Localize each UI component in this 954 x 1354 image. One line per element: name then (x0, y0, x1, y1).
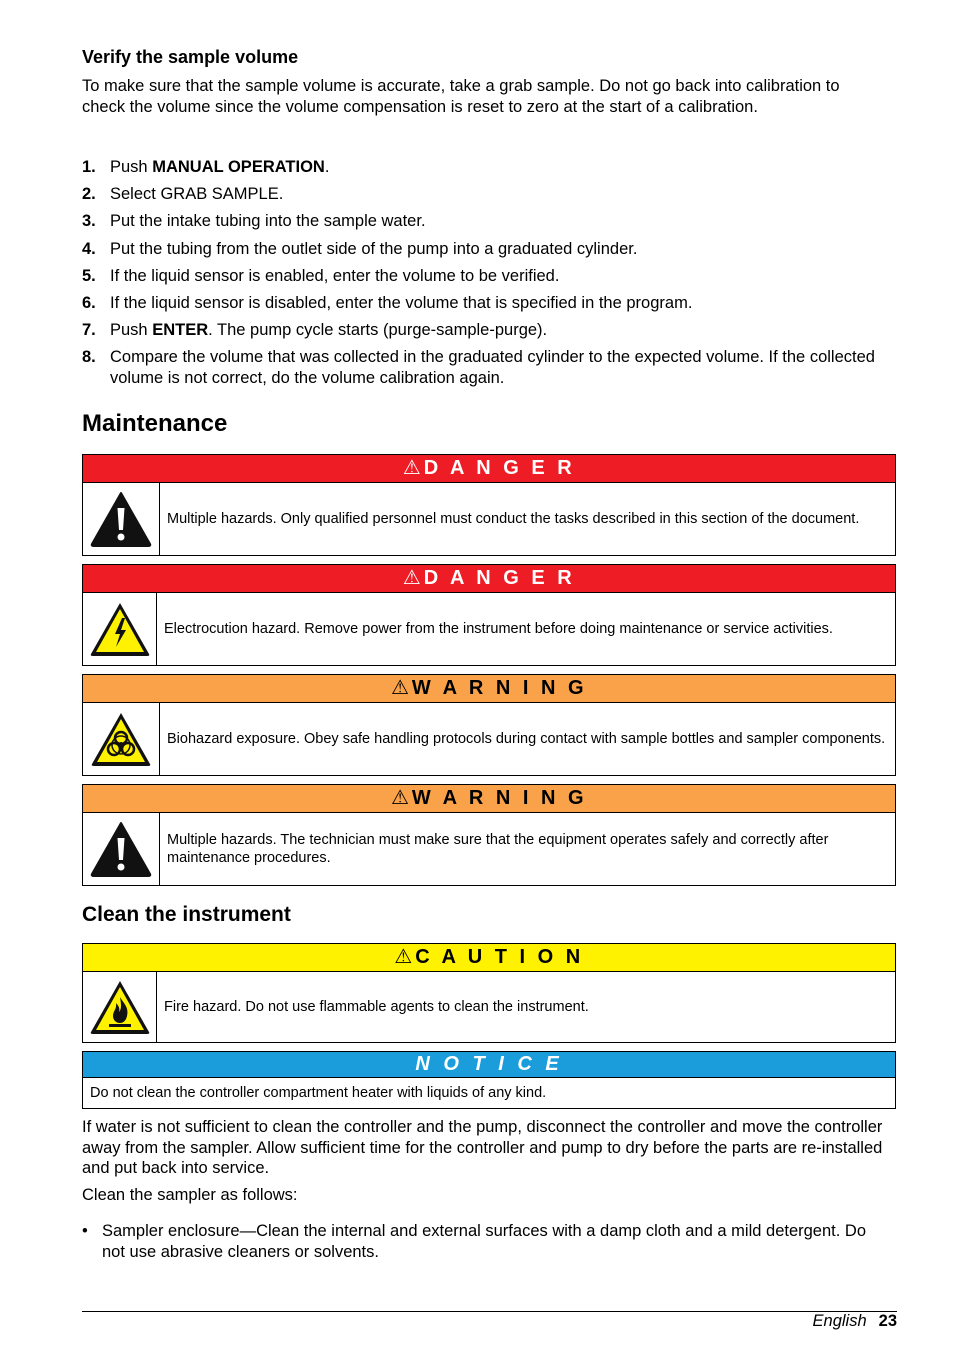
step-item: 6. If the liquid sensor is disabled, enter the volume that is specified in the program. (82, 293, 693, 312)
hazard-text: Electrocution hazard. Remove power from the instrument before doing maintenance or service activities. (164, 621, 833, 637)
clean-intro: Clean the sampler as follows: (82, 1186, 298, 1204)
step-item: 4. Put the tubing from the outlet side of the pump into a graduated cylinder. (82, 239, 638, 258)
footer-divider (82, 1311, 897, 1312)
step-item: 2. Select GRAB SAMPLE. (82, 185, 284, 204)
step-item: 7. Push ENTER. The pump cycle starts (purge-sample-purge). (82, 321, 548, 340)
danger-box: ⚠ D A N G E R Multiple hazards. Only qualified personnel must conduct the tasks described in this section of the document. (82, 454, 896, 556)
electrocution-icon (89, 601, 151, 657)
warning-triangle-icon: ⚠ (394, 946, 413, 968)
fire-icon (89, 979, 151, 1035)
step-item: 1. Push MANUAL OPERATION. (82, 158, 330, 176)
warning-triangle-icon: ⚠ (390, 787, 409, 809)
exclamation-icon (90, 491, 152, 547)
hazard-text: Multiple hazards. Only qualified personnel must conduct the tasks described in this section of the document. (167, 511, 860, 527)
hazard-text: Multiple hazards. The technician must make sure that the equipment operates safely and correctly after maintenance procedures. (167, 832, 829, 866)
clean-bullet-list (82, 1221, 872, 1262)
footer-language: English (812, 1312, 867, 1330)
danger-box: ⚠ D A N G E R Electrocution hazard. Remove power from the instrument before doing maintenance or service activities. (82, 564, 896, 666)
hazard-text: Biohazard exposure. Obey safe handling protocols during contact with sample bottles and sampler components. (167, 731, 886, 747)
clean-paragraph: If water is not sufficient to clean the controller and the pump, disconnect the controller and move the controller away from the sampler. Allow sufficient time for the controller and pump to dry before the parts are re-installed and put back into service. (82, 1118, 883, 1177)
biohazard-icon (90, 711, 152, 767)
notice-box: N O T I C E Do not clean the controller compartment heater with liquids of any kind. (82, 1051, 896, 1109)
step-item: 3. Put the intake tubing into the sample water. (82, 212, 426, 231)
warning-triangle-icon: ⚠ (402, 567, 421, 589)
section-heading-verify: Verify the sample volume (82, 47, 299, 67)
exclamation-icon (90, 821, 152, 877)
warning-box: ⚠ W A R N I N G Multiple hazards. The technician must make sure that the equipment operates safely and correctly after maintenance procedures. (82, 784, 896, 886)
section-heading-maintenance: Maintenance (82, 410, 228, 437)
page-number: 23 (878, 1312, 897, 1330)
warning-triangle-icon: ⚠ (390, 677, 409, 699)
hazard-text: Fire hazard. Do not use flammable agents to clean the instrument. (164, 999, 589, 1015)
intro-paragraph: To make sure that the sample volume is accurate, take a grab sample. Do not go back into calibration to check the volume since the volume compensation is reset to zero at the start of a calibration. (82, 77, 840, 116)
list-item: • Sampler enclosure—Clean the internal and external surfaces with a damp cloth and a mild detergent. Do not use abrasive cleaners or solvents. (82, 1222, 867, 1261)
warning-box: ⚠ W A R N I N G Biohazard exposure. Obey safe handling protocols during contact with sample bottles and sampler components. (82, 674, 896, 776)
bullet-icon: • (82, 1222, 88, 1240)
page-footer (813, 1312, 897, 1331)
warning-triangle-icon: ⚠ (402, 457, 421, 479)
caution-box: ⚠ C A U T I O N Fire hazard. Do not use flammable agents to clean the instrument. (82, 943, 896, 1043)
procedure-steps (82, 157, 897, 395)
notice-text: Do not clean the controller compartment heater with liquids of any kind. (90, 1085, 547, 1101)
section-heading-clean: Clean the instrument (82, 903, 291, 926)
step-item: 5. If the liquid sensor is enabled, enter the volume to be verified. (82, 266, 560, 285)
step-item: 8. Compare the volume that was collected in the graduated cylinder to the expected volume. If the collected volume is not correct, do the volume calibration again. (82, 348, 875, 387)
